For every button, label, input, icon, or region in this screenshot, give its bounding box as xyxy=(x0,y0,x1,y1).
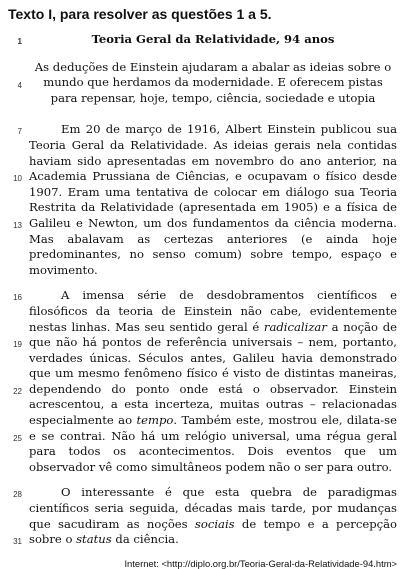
paragraph-3-text-b: de tempo e a percepção sobre o xyxy=(29,516,398,547)
line-number: 28 xyxy=(13,490,22,500)
paragraph-3-text-c: da ciência. xyxy=(111,532,179,547)
emphasis-sociais: sociais xyxy=(194,516,235,531)
line-number: 13 xyxy=(13,221,22,231)
source-citation: Internet: <http://diplo.org.br/Teoria-Geral-da-Relatividade-94.htm> xyxy=(124,557,397,569)
article-title-text: Teoria Geral da Relatividade, 94 anos xyxy=(91,32,335,46)
line-number: 16 xyxy=(13,293,22,303)
paragraph-2-text-a: A imensa série de desdobramentos científicos e filosóficos da teoria de Einstein não cabe, evidentemente nestas linhas. Mas seu sentido geral é xyxy=(29,288,397,334)
paragraph-2 xyxy=(8,288,397,475)
line-number: 19 xyxy=(13,340,22,350)
paragraph-2-text-c: . Também este, mostrou ele, dilata-se e se contrai. Não há um relógio universal, uma régua geral para todos os acontecimentos. Dois eventos que um observador vê como simultâneos podem não o ser para outro. xyxy=(29,413,397,474)
line-number: 7 xyxy=(17,127,22,137)
article-title xyxy=(8,32,397,48)
paragraph-2-text-b: a noção de que não há pontos de referência universais – nem, portanto, verdades únicas. Séculos antes, Galileu havia demonstrado que um mesmo fenômeno físico é visto de distintas maneiras, dependendo do ponto onde está o observador. Einstein acrescentou, a esta incerteza, muitas outras – relacionadas especialmente ao xyxy=(29,319,397,428)
line-number: 1 xyxy=(17,37,22,46)
article-subtitle xyxy=(8,60,397,107)
paragraph-1 xyxy=(8,122,397,278)
line-number: 10 xyxy=(13,174,22,184)
line-number: 22 xyxy=(13,387,22,397)
line-number: 31 xyxy=(13,537,22,547)
emphasis-radicalizar: radicalizar xyxy=(263,319,327,334)
instruction-heading: Texto I, para resolver as questões 1 a 5. xyxy=(8,6,272,22)
paragraph-3 xyxy=(8,485,397,547)
emphasis-status: status xyxy=(76,532,112,547)
article-subtitle-text: As deduções de Einstein ajudaram a abalar as ideias sobre o mundo que herdamos da modernidade. E oferecem pistas para repensar, hoje, tempo, ciência, sociedade e utopia xyxy=(34,59,392,105)
paragraph-3-text-a: O interessante é que esta quebra de paradigmas científicos seria seguida, décadas mais tarde, por mudanças que sacudiram as noções xyxy=(29,485,397,531)
line-number: 4 xyxy=(17,80,22,90)
paragraph-1-text: Em 20 de março de 1916, Albert Einstein publicou sua Teoria Geral da Relatividade. As ideias gerais nela contidas haviam sido apresentadas em novembro do ano anterior, na Academia Prussiana de Ciências, e ocupavam o físico desde 1907. Eram uma tentativa de colocar em diálogo sua Teoria Restrita da Relatividade (apresentada em 1905) e a física de Galileu e Newton, um dos fundamentos da ciência moderna. Mas abalavam as certezas anteriores (e ainda hoje predominantes, no senso comum) sobre tempo, espaço e movimento. xyxy=(29,122,397,277)
emphasis-tempo: tempo xyxy=(136,413,174,428)
line-number: 25 xyxy=(13,434,22,444)
